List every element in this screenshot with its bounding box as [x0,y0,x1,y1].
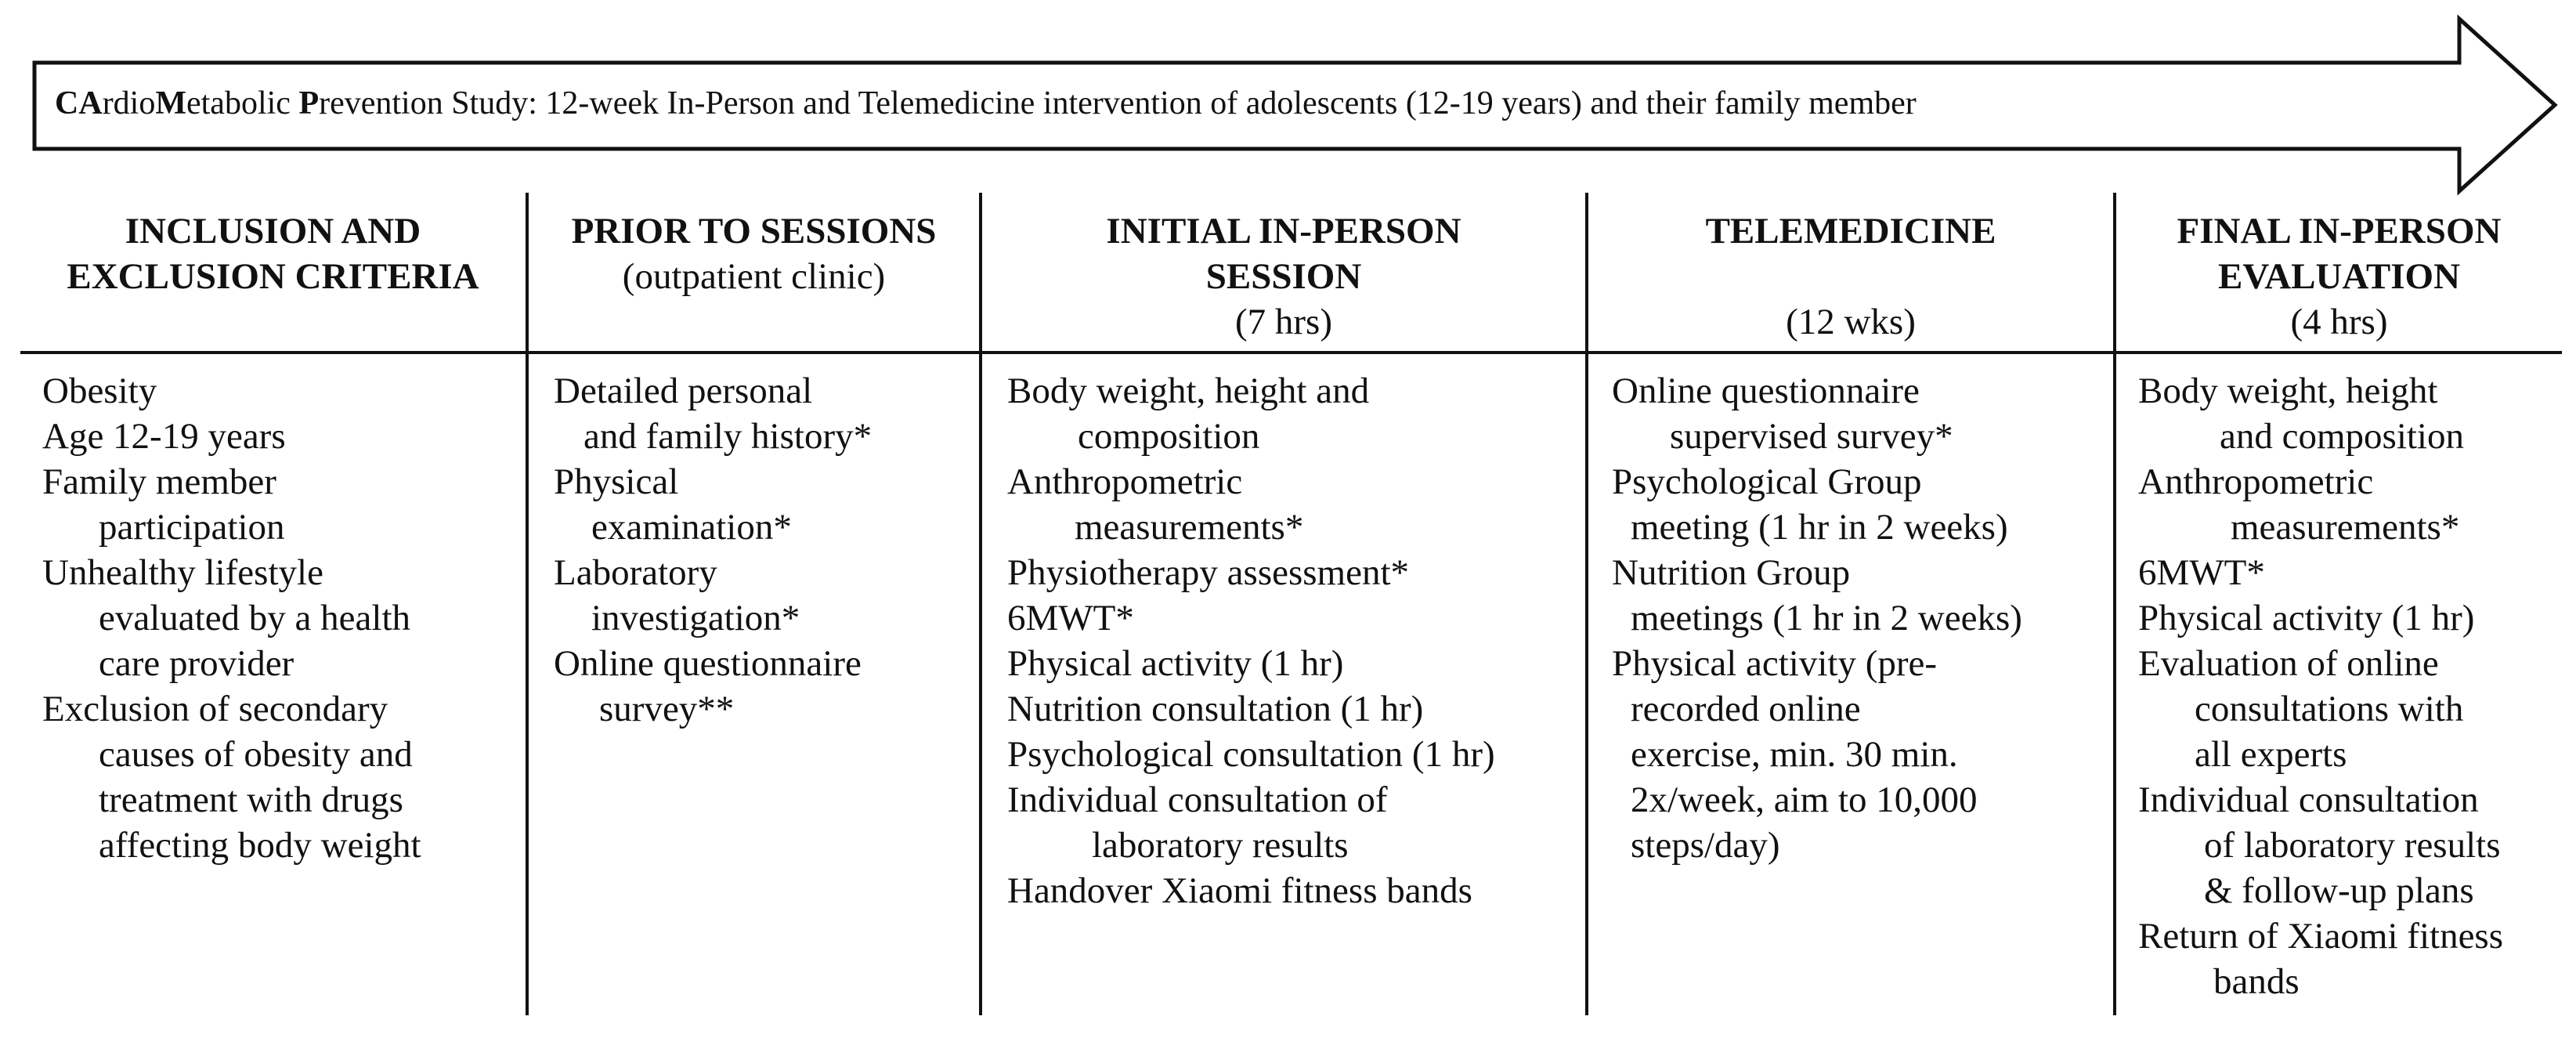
list-item-line: Physical [554,461,679,502]
banner-title-segment: rdio [102,85,156,121]
column-subtitle: (7 hrs) [1235,302,1332,342]
list-item-line: measurements* [2231,507,2460,548]
list-item-line: Family member [42,461,276,502]
list-item-line: and family history* [583,416,873,457]
list-item-line: survey** [599,689,735,729]
column-header [982,208,1585,345]
header-divider [20,351,2562,354]
list-item-line: Physiotherapy assessment* [1007,552,1410,593]
list-item-line: consultations with [2195,689,2464,729]
list-item-line: Body weight, height [2138,371,2438,411]
banner-title-segment: P [298,85,320,121]
column-subtitle: (4 hrs) [2290,302,2388,342]
list-item-line: Return of Xiaomi fitness [2138,916,2504,957]
list-item-line: evaluated by a health [99,598,411,638]
list-item-line: Physical activity (1 hr) [1007,643,1344,684]
list-item [554,368,977,459]
list-item-line: affecting body weight [99,825,421,866]
banner-title-segment: etabolic [186,85,299,121]
list-item [42,686,524,868]
list-item-line: Nutrition consultation (1 hr) [1007,689,1424,729]
list-item [2138,913,2573,1004]
column-header [20,208,526,299]
list-item-line: Individual consultation [2138,779,2479,820]
column-title-line: EVALUATION [2217,256,2461,297]
criteria-list [42,368,524,868]
list-item-line: of laboratory results [2204,825,2501,866]
list-item [1612,368,2112,459]
list-item [42,368,524,414]
list-item-line: participation [99,507,285,548]
list-item-line: Body weight, height and [1007,371,1370,411]
list-item [42,459,524,550]
telemedicine-list [1612,368,2112,868]
list-item-line: Laboratory [554,552,717,593]
list-item-line: Exclusion of secondary [42,689,388,729]
list-item-line: exercise, min. 30 min. [1631,734,1958,775]
list-item-line: Obesity [42,371,157,411]
column-divider [2113,193,2116,1015]
list-item-line: supervised survey* [1670,416,1953,457]
list-item [1007,595,1584,641]
list-item-line: composition [1078,416,1260,457]
list-item [2138,368,2573,459]
list-item [2138,641,2573,777]
list-item-line: and composition [2220,416,2464,457]
list-item-line: Physical activity (pre- [1612,643,1938,684]
list-item-line: 2x/week, aim to 10,000 [1631,779,1978,820]
list-item-line: treatment with drugs [99,779,403,820]
list-item [1612,459,2112,550]
list-item [1007,459,1584,550]
column-header [2116,208,2562,345]
list-item-line: causes of obesity and [99,734,413,775]
list-item-line: meetings (1 hr in 2 weeks) [1631,598,2022,638]
list-item [1007,641,1584,686]
list-item-line: examination* [591,507,792,548]
list-item-line: all experts [2195,734,2347,775]
initial-session-list [1007,368,1584,913]
column-header [1588,208,2113,345]
list-item [1612,550,2112,641]
column-title-line: SESSION [1205,256,1362,297]
list-item [2138,777,2573,913]
list-item-line: Psychological consultation (1 hr) [1007,734,1495,775]
list-item [1007,732,1584,777]
list-item [42,414,524,459]
list-item-line: Unhealthy lifestyle [42,552,323,593]
column-title-line: EXCLUSION CRITERIA [67,256,479,297]
list-item [554,550,977,641]
list-item-line: care provider [99,643,294,684]
study-banner [0,0,2576,204]
list-item-line: Online questionnaire [554,643,862,684]
column-divider [1585,193,1588,1015]
list-item-line: investigation* [591,598,800,638]
column-subtitle: (12 wks) [1786,302,1916,342]
banner-title-segment: revention Study: 12-week In-Person and Telemedicine intervention of adolescents (12-19 years) and their family member [319,85,1917,121]
list-item-line: steps/day) [1631,825,1780,866]
list-item-line: Age 12-19 years [42,416,286,457]
list-item-line: Individual consultation of [1007,779,1388,820]
list-item-line: 6MWT* [2138,552,2265,593]
banner-title-segment: C [55,85,79,121]
column-title-line: INCLUSION AND [125,211,421,251]
column-title-line: INITIAL IN-PERSON [1106,211,1461,251]
list-item [42,550,524,686]
list-item [2138,550,2573,595]
list-item-line: Online questionnaire [1612,371,1920,411]
list-item-line: Detailed personal [554,371,813,411]
banner-title [55,80,1917,127]
list-item-line: Handover Xiaomi fitness bands [1007,870,1472,911]
list-item-line: Nutrition Group [1612,552,1851,593]
list-item [1007,686,1584,732]
column-divider [979,193,982,1015]
list-item [554,641,977,732]
list-item [1007,368,1584,459]
list-item-line: Anthropometric [2138,461,2374,502]
column-header [529,208,979,299]
list-item-line: Anthropometric [1007,461,1243,502]
banner-title-segment: A [78,85,103,121]
final-evaluation-list [2138,368,2573,1004]
column-title-line: FINAL IN-PERSON [2177,211,2502,251]
prior-sessions-list [554,368,977,732]
column-subtitle: (outpatient clinic) [622,256,886,297]
list-item-line: bands [2213,961,2300,1002]
list-item-line: laboratory results [1092,825,1349,866]
list-item-line: Psychological Group [1612,461,1922,502]
list-item [1007,868,1584,913]
list-item-line: & follow-up plans [2204,870,2474,911]
list-item-line: 6MWT* [1007,598,1134,638]
banner-title-segment: M [155,85,186,121]
list-item [1007,550,1584,595]
list-item [1007,777,1584,868]
list-item-line: Physical activity (1 hr) [2138,598,2475,638]
list-item [2138,459,2573,550]
list-item-line: recorded online [1631,689,1861,729]
list-item [1612,641,2112,868]
column-title-line: PRIOR TO SESSIONS [571,211,937,251]
list-item-line: meeting (1 hr in 2 weeks) [1631,507,2008,548]
list-item-line: measurements* [1075,507,1304,548]
list-item [554,459,977,550]
column-divider [526,193,529,1015]
list-item-line: Evaluation of online [2138,643,2439,684]
column-title-line: TELEMEDICINE [1705,211,1996,251]
list-item [2138,595,2573,641]
